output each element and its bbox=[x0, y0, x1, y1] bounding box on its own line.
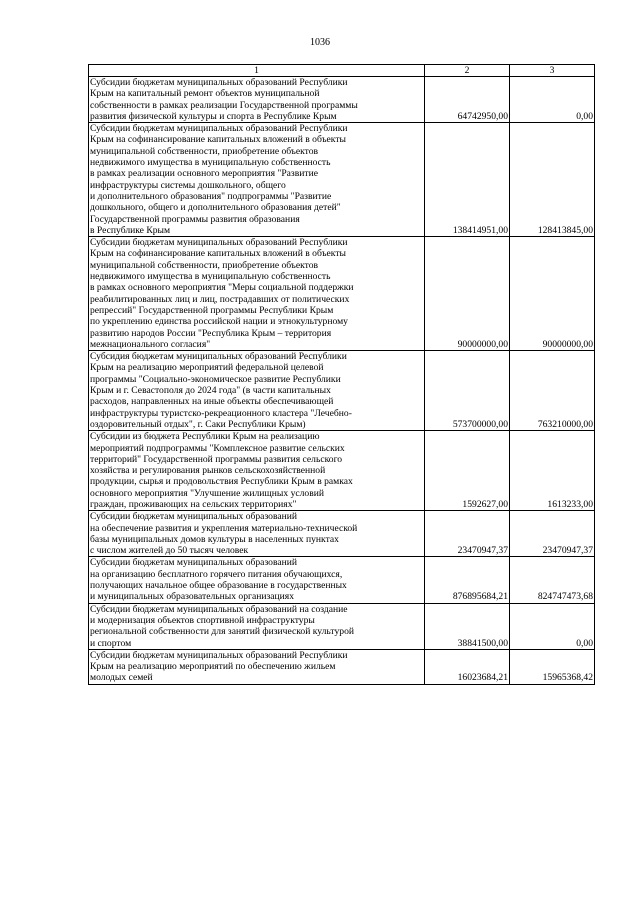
description-line: недвижимого имущества в муниципальную собственность bbox=[90, 157, 331, 169]
table-row bbox=[89, 557, 595, 603]
description-line: региональной собственности для занятий физической культурой bbox=[90, 626, 355, 638]
description-line: с числом жителей до 50 тысяч человек bbox=[90, 545, 249, 557]
description-line: на организацию бесплатного горячего питания обучающихся, bbox=[90, 568, 343, 580]
description-line: Субсидии бюджетам муниципальных образований bbox=[90, 511, 298, 523]
description-line: в Республике Крым bbox=[90, 224, 171, 236]
column-header-3: 3 bbox=[510, 65, 595, 77]
row-description bbox=[89, 123, 425, 237]
amount-column-2: 138414951,00 bbox=[425, 123, 510, 237]
amount-column-2: 90000000,00 bbox=[425, 237, 510, 351]
amount-column-3: 0,00 bbox=[510, 77, 595, 123]
amount-column-2: 876895684,21 bbox=[425, 557, 510, 603]
description-line: Крым на софинансирование капитальных вложений в объекты bbox=[90, 134, 346, 146]
description-line: Субсидии бюджетам муниципальных образований Республики bbox=[90, 649, 348, 661]
description-line: получающих начальное общее образование в государственных bbox=[90, 580, 347, 592]
amount-column-3: 128413845,00 bbox=[510, 123, 595, 237]
table-row bbox=[89, 351, 595, 431]
description-line: и дополнительного образования" подпрограммы "Развитие bbox=[90, 190, 332, 202]
description-line: Крым и г. Севастополя до 2024 года" (в части капитальных bbox=[90, 385, 331, 397]
description-line: репрессий" Государственной программы Республики Крым bbox=[90, 304, 334, 316]
description-line: инфраструктуры туристско-рекреационного кластера "Лечебно- bbox=[90, 407, 352, 419]
row-description bbox=[89, 237, 425, 351]
table-row bbox=[89, 649, 595, 684]
amount-column-3: 90000000,00 bbox=[510, 237, 595, 351]
description-line: недвижимого имущества в муниципальную собственность bbox=[90, 271, 331, 283]
description-line: муниципальной собственности, приобретение объектов bbox=[90, 145, 319, 157]
amount-column-3: 15965368,42 bbox=[510, 649, 595, 684]
amount-column-3: 0,00 bbox=[510, 603, 595, 649]
table-row bbox=[89, 237, 595, 351]
description-line: Государственной программы развития образования bbox=[90, 213, 300, 225]
amount-column-3: 824747473,68 bbox=[510, 557, 595, 603]
budget-table bbox=[88, 64, 595, 685]
table-row bbox=[89, 431, 595, 511]
table-body bbox=[89, 77, 595, 685]
description-line: Субсидия бюджетам муниципальных образований Республики bbox=[90, 351, 347, 363]
amount-column-2: 23470947,37 bbox=[425, 511, 510, 557]
description-line: Крым на софинансирование капитальных вложений в объекты bbox=[90, 248, 346, 260]
row-description bbox=[89, 649, 425, 684]
description-line: оздоровительный отдых", г. Саки Республики Крым) bbox=[90, 418, 306, 430]
amount-column-2: 573700000,00 bbox=[425, 351, 510, 431]
description-line: в рамках реализации основного мероприятия "Развитие bbox=[90, 168, 318, 180]
row-description bbox=[89, 603, 425, 649]
amount-column-3: 23470947,37 bbox=[510, 511, 595, 557]
amount-column-2: 1592627,00 bbox=[425, 431, 510, 511]
description-line: и муниципальных образовательных организациях bbox=[90, 591, 294, 603]
column-header-2: 2 bbox=[425, 65, 510, 77]
row-description bbox=[89, 431, 425, 511]
description-line: межнационального согласия" bbox=[90, 338, 211, 350]
description-line: муниципальной собственности, приобретение объектов bbox=[90, 259, 319, 271]
description-line: и спортом bbox=[90, 637, 132, 649]
description-line: развитию народов России "Республика Крым – территория bbox=[90, 327, 332, 339]
row-description bbox=[89, 557, 425, 603]
row-description bbox=[89, 511, 425, 557]
row-description bbox=[89, 351, 425, 431]
description-line: инфраструктуры системы дошкольного, общего bbox=[90, 179, 286, 191]
amount-column-2: 38841500,00 bbox=[425, 603, 510, 649]
amount-column-3: 763210000,00 bbox=[510, 351, 595, 431]
description-line: молодых семей bbox=[90, 672, 153, 684]
description-line: мероприятий подпрограммы "Комплексное развитие сельских bbox=[90, 442, 345, 454]
description-line: по укреплению единства российской нации и этнокультурному bbox=[90, 316, 348, 328]
description-line: базы муниципальных домов культуры в населенных пунктах bbox=[90, 533, 339, 545]
amount-column-2: 64742950,00 bbox=[425, 77, 510, 123]
table-row bbox=[89, 603, 595, 649]
table-header-row bbox=[89, 65, 595, 77]
table-row bbox=[89, 123, 595, 237]
description-line: Субсидии бюджетам муниципальных образований Республики bbox=[90, 237, 348, 249]
description-line: реабилитированных лиц и лиц, пострадавших от политических bbox=[90, 293, 350, 305]
table-row bbox=[89, 511, 595, 557]
description-line: основного мероприятия "Улучшение жилищных условий bbox=[90, 487, 325, 499]
description-line: территорий" Государственной программы развития сельского bbox=[90, 453, 343, 465]
amount-column-2: 16023684,21 bbox=[425, 649, 510, 684]
description-line: продукции, сырья и продовольствия Республики Крым в рамках bbox=[90, 476, 353, 488]
description-line: Крым на капитальный ремонт объектов муниципальной bbox=[90, 88, 320, 100]
description-line: Крым на реализацию мероприятий федеральной целевой bbox=[90, 362, 324, 374]
description-line: развития физической культуры и спорта в Республике Крым bbox=[90, 110, 337, 122]
description-line: Субсидии бюджетам муниципальных образований на создание bbox=[90, 603, 348, 615]
description-line: хозяйства и регулирования рынков сельскохозяйственной bbox=[90, 465, 326, 477]
description-line: и модернизация объектов спортивной инфраструктуры bbox=[90, 614, 315, 626]
description-line: граждан, проживающих на сельских территориях" bbox=[90, 498, 297, 510]
description-line: Крым на реализацию мероприятий по обеспечению жильем bbox=[90, 661, 336, 673]
description-line: Субсидии бюджетам муниципальных образований Республики bbox=[90, 77, 348, 88]
description-line: дошкольного, общего и дополнительного образования детей" bbox=[90, 202, 341, 214]
description-line: в рамках основного мероприятия "Меры социальной поддержки bbox=[90, 282, 354, 294]
description-line: расходов, направленных на иные объекты обеспечивающей bbox=[90, 396, 334, 408]
amount-column-3: 1613233,00 bbox=[510, 431, 595, 511]
description-line: на обеспечение развития и укрепления материально-технической bbox=[90, 522, 358, 534]
description-line: собственности в рамках реализации Государственной программы bbox=[90, 99, 358, 111]
description-line: Субсидии бюджетам муниципальных образований Республики bbox=[90, 123, 348, 135]
page-number: 1036 bbox=[310, 37, 330, 48]
description-line: программы "Социально-экономическое развитие Республики bbox=[90, 373, 341, 385]
table-row bbox=[89, 77, 595, 123]
column-header-1: 1 bbox=[89, 65, 425, 77]
description-line: Субсидии из бюджета Республики Крым на реализацию bbox=[90, 431, 320, 443]
description-line: Субсидии бюджетам муниципальных образований bbox=[90, 557, 298, 569]
row-description bbox=[89, 77, 425, 123]
